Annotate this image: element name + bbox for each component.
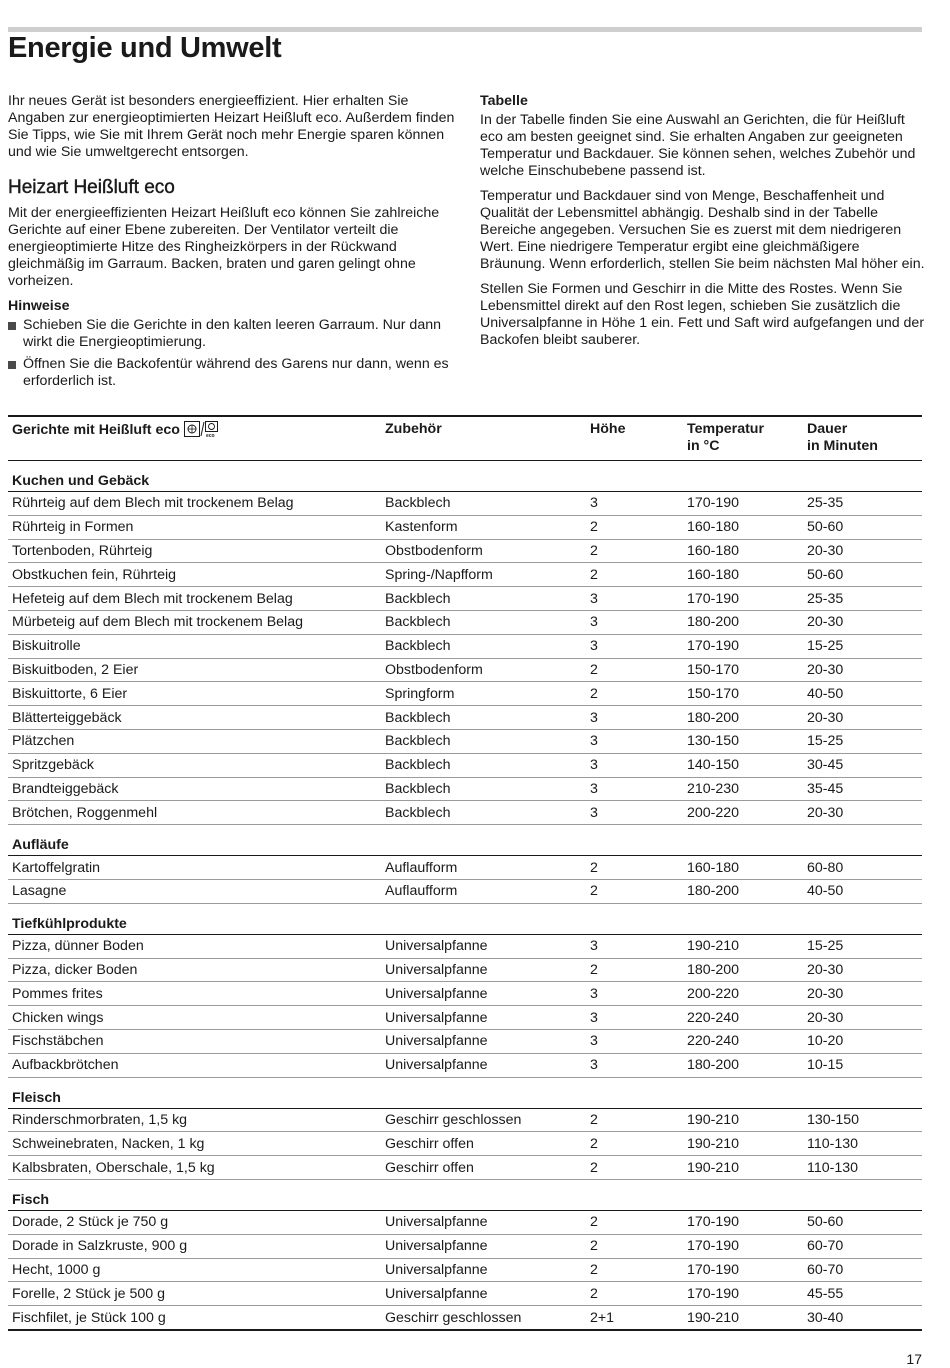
- cell-dish: Hecht, 1000 g: [8, 1258, 381, 1282]
- cell-duration: 30-40: [803, 1306, 922, 1330]
- cell-level: 3: [586, 982, 683, 1006]
- column-header-level: Höhe: [586, 416, 683, 461]
- cell-level: 2+1: [586, 1306, 683, 1330]
- cell-duration: 30-45: [803, 753, 922, 777]
- cell-temperature: 150-170: [683, 682, 803, 706]
- cell-level: 3: [586, 706, 683, 730]
- cell-accessory: Backblech: [381, 610, 586, 634]
- cell-temperature: 190-210: [683, 1108, 803, 1132]
- cell-level: 3: [586, 634, 683, 658]
- cell-dish: Spritzgebäck: [8, 753, 381, 777]
- cell-duration: 50-60: [803, 563, 922, 587]
- cell-accessory: Geschirr offen: [381, 1132, 586, 1156]
- table-row: [8, 1306, 922, 1330]
- table-row: [8, 879, 922, 903]
- svg-text:eco: eco: [205, 432, 215, 437]
- cell-temperature: 170-190: [683, 1258, 803, 1282]
- cell-level: 2: [586, 563, 683, 587]
- cell-temperature: 160-180: [683, 856, 803, 880]
- group-title: Kuchen und Gebäck: [8, 461, 922, 492]
- cell-duration: 15-25: [803, 934, 922, 958]
- cell-accessory: Kastenform: [381, 515, 586, 539]
- cell-temperature: 200-220: [683, 801, 803, 825]
- cell-duration: 110-130: [803, 1156, 922, 1180]
- cell-dish: Biskuitrolle: [8, 634, 381, 658]
- cell-dish: Dorade in Salzkruste, 900 g: [8, 1234, 381, 1258]
- cell-accessory: Universalpfanne: [381, 1029, 586, 1053]
- column-header-dish: Gerichte mit Heißluft eco eco: [8, 416, 381, 461]
- cell-duration: 20-30: [803, 539, 922, 563]
- cell-temperature: 150-170: [683, 658, 803, 682]
- table-header-row: [8, 416, 922, 461]
- table-row: [8, 539, 922, 563]
- cell-duration: 50-60: [803, 1210, 922, 1234]
- cell-level: 2: [586, 658, 683, 682]
- cell-duration: 15-25: [803, 729, 922, 753]
- table-row: [8, 1053, 922, 1077]
- cell-level: 2: [586, 682, 683, 706]
- cell-dish: Biskuittorte, 6 Eier: [8, 682, 381, 706]
- cell-dish: Forelle, 2 Stück je 500 g: [8, 1282, 381, 1306]
- cell-level: 3: [586, 801, 683, 825]
- cell-duration: 40-50: [803, 879, 922, 903]
- notes-list: [8, 317, 458, 390]
- section-paragraph: Mit der energieeffizienten Heizart Heißluft eco können Sie zahlreiche Gerichte auf einer Ebene zubereiten. Der Ventilator verteilt die energieoptimierte Hitze des Ringheizkörpers in der Rückwand gleichmäßig im Garraum. Backen, braten und garen gelingt ohne vorheizen.: [8, 205, 440, 289]
- cell-dish: Biskuitboden, 2 Eier: [8, 658, 381, 682]
- cell-dish: Brandteiggebäck: [8, 777, 381, 801]
- cell-dish: Schweinebraten, Nacken, 1 kg: [8, 1132, 381, 1156]
- table-row: [8, 1006, 922, 1030]
- cell-duration: 130-150: [803, 1108, 922, 1132]
- cell-accessory: Backblech: [381, 634, 586, 658]
- cell-duration: 60-80: [803, 856, 922, 880]
- note-item: Schieben Sie die Gerichte in den kalten leeren Garraum. Nur dann wirkt die Energieoptimierung.: [8, 317, 458, 351]
- group-header-row: [8, 825, 922, 856]
- cell-level: 2: [586, 1108, 683, 1132]
- cell-accessory: Geschirr geschlossen: [381, 1108, 586, 1132]
- cell-temperature: 170-190: [683, 492, 803, 516]
- cell-accessory: Universalpfanne: [381, 1234, 586, 1258]
- cell-duration: 15-25: [803, 634, 922, 658]
- cell-accessory: Universalpfanne: [381, 982, 586, 1006]
- notes-heading: Hinweise: [8, 298, 70, 314]
- cell-temperature: 170-190: [683, 1282, 803, 1306]
- cell-duration: 20-30: [803, 706, 922, 730]
- cell-accessory: Spring-/Napfform: [381, 563, 586, 587]
- cell-level: 3: [586, 777, 683, 801]
- cell-temperature: 190-210: [683, 1306, 803, 1330]
- cell-accessory: Backblech: [381, 777, 586, 801]
- cell-duration: 10-15: [803, 1053, 922, 1077]
- cell-temperature: 160-180: [683, 539, 803, 563]
- cell-dish: Chicken wings: [8, 1006, 381, 1030]
- table-row: [8, 1258, 922, 1282]
- table-body: [8, 461, 922, 1330]
- cell-dish: Tortenboden, Rührteig: [8, 539, 381, 563]
- table-row: [8, 801, 922, 825]
- cell-temperature: 160-180: [683, 515, 803, 539]
- column-header-duration: Dauer in Minuten: [803, 416, 922, 461]
- cell-level: 2: [586, 1282, 683, 1306]
- table-row: [8, 1282, 922, 1306]
- cell-dish: Kalbsbraten, Oberschale, 1,5 kg: [8, 1156, 381, 1180]
- cell-temperature: 180-200: [683, 706, 803, 730]
- cell-temperature: 180-200: [683, 958, 803, 982]
- table-heading: Tabelle: [480, 93, 528, 109]
- cell-level: 3: [586, 1053, 683, 1077]
- cell-level: 2: [586, 879, 683, 903]
- cell-dish: Mürbeteig auf dem Blech mit trockenem Belag: [8, 610, 381, 634]
- table-row: [8, 856, 922, 880]
- heissluft-eco-icon: [184, 421, 219, 437]
- cell-duration: 20-30: [803, 1006, 922, 1030]
- cell-duration: 50-60: [803, 515, 922, 539]
- cell-temperature: 190-210: [683, 1156, 803, 1180]
- table-row: [8, 682, 922, 706]
- table-row: [8, 1108, 922, 1132]
- cell-level: 3: [586, 492, 683, 516]
- cell-accessory: Universalpfanne: [381, 1006, 586, 1030]
- cell-duration: 35-45: [803, 777, 922, 801]
- table-row: [8, 706, 922, 730]
- cell-dish: Brötchen, Roggenmehl: [8, 801, 381, 825]
- table-row: [8, 658, 922, 682]
- table-paragraph: Stellen Sie Formen und Geschirr in die Mitte des Rostes. Wenn Sie Lebensmittel direkt auf den Rost legen, schieben Sie zusätzlich die Universalpfanne in Höhe 1 ein. Fett und Saft wird aufgefangen und der Backofen bleibt sauberer.: [480, 281, 925, 348]
- cell-duration: 25-35: [803, 492, 922, 516]
- table-row: [8, 753, 922, 777]
- cell-duration: 25-35: [803, 587, 922, 611]
- group-header-row: [8, 461, 922, 492]
- cell-temperature: 180-200: [683, 1053, 803, 1077]
- cell-dish: Rinderschmorbraten, 1,5 kg: [8, 1108, 381, 1132]
- cell-temperature: 210-230: [683, 777, 803, 801]
- cell-level: 3: [586, 1029, 683, 1053]
- cell-temperature: 220-240: [683, 1029, 803, 1053]
- cell-accessory: Universalpfanne: [381, 1258, 586, 1282]
- cell-dish: Lasagne: [8, 879, 381, 903]
- table-row: [8, 1132, 922, 1156]
- note-item: Öffnen Sie die Backofentür während des Garens nur dann, wenn es erforderlich ist.: [8, 356, 458, 390]
- cell-duration: 45-55: [803, 1282, 922, 1306]
- cell-temperature: 180-200: [683, 879, 803, 903]
- cell-dish: Blätterteiggebäck: [8, 706, 381, 730]
- cell-temperature: 190-210: [683, 1132, 803, 1156]
- table-row: [8, 982, 922, 1006]
- cell-accessory: Auflaufform: [381, 856, 586, 880]
- cell-temperature: 170-190: [683, 1210, 803, 1234]
- intro-paragraph: Ihr neues Gerät ist besonders energieeffizient. Hier erhalten Sie Angaben zur energieoptimierten Heizart Heißluft eco. Außerdem finden Sie Tipps, wie Sie mit Ihrem Gerät noch mehr Energie sparen können und wie Sie umweltgerecht entsorgen.: [8, 93, 455, 160]
- cell-temperature: 160-180: [683, 563, 803, 587]
- cell-level: 2: [586, 1132, 683, 1156]
- group-header-row: [8, 1077, 922, 1108]
- cell-temperature: 140-150: [683, 753, 803, 777]
- cell-temperature: 220-240: [683, 1006, 803, 1030]
- cell-dish: Dorade, 2 Stück je 750 g: [8, 1210, 381, 1234]
- table-row: [8, 563, 922, 587]
- table-row: [8, 610, 922, 634]
- cell-level: 2: [586, 539, 683, 563]
- cell-duration: 60-70: [803, 1258, 922, 1282]
- cell-duration: 40-50: [803, 682, 922, 706]
- cell-duration: 10-20: [803, 1029, 922, 1053]
- table-row: [8, 777, 922, 801]
- table-paragraph: Temperatur und Backdauer sind von Menge, Beschaffenheit und Qualität der Lebensmittel abhängig. Deshalb sind in der Tabelle Bereiche angegeben. Versuchen Sie es zuerst mit dem niedrigeren Wert. Eine niedrigere Temperatur ergibt eine gleichmäßigere Bräunung. Wenn erforderlich, stellen Sie beim nächsten Mal höher ein.: [480, 188, 925, 272]
- column-header-accessory: Zubehör: [381, 416, 586, 461]
- table-row: [8, 587, 922, 611]
- cell-temperature: 170-190: [683, 587, 803, 611]
- cell-dish: Hefeteig auf dem Blech mit trockenem Belag: [8, 587, 381, 611]
- cell-accessory: Obstbodenform: [381, 539, 586, 563]
- bullet-square-icon: [8, 361, 16, 369]
- cell-dish: Aufbackbrötchen: [8, 1053, 381, 1077]
- right-column: [480, 93, 925, 357]
- table-row: [8, 515, 922, 539]
- cell-level: 3: [586, 729, 683, 753]
- cell-accessory: Backblech: [381, 587, 586, 611]
- table-row: [8, 1156, 922, 1180]
- cell-dish: Rührteig in Formen: [8, 515, 381, 539]
- cell-accessory: Backblech: [381, 706, 586, 730]
- cell-dish: Obstkuchen fein, Rührteig: [8, 563, 381, 587]
- table-paragraph: In der Tabelle finden Sie eine Auswahl an Gerichten, die für Heißluft eco am besten geeignet sind. Sie erhalten Angaben zur geeigneten Temperatur und Backdauer. Sie können sehen, welches Zubehör und welche Einschubebene passend ist.: [480, 112, 916, 179]
- cell-level: 2: [586, 1210, 683, 1234]
- cell-accessory: Universalpfanne: [381, 958, 586, 982]
- section-heading: Heizart Heißluft eco: [8, 177, 175, 198]
- table-row: [8, 1210, 922, 1234]
- table-row: [8, 492, 922, 516]
- cell-level: 3: [586, 753, 683, 777]
- cell-dish: Fischstäbchen: [8, 1029, 381, 1053]
- cell-accessory: Obstbodenform: [381, 658, 586, 682]
- cell-level: 3: [586, 587, 683, 611]
- cell-dish: Kartoffelgratin: [8, 856, 381, 880]
- cell-dish: Fischfilet, je Stück 100 g: [8, 1306, 381, 1330]
- column-header-temperature: Temperatur in °C: [683, 416, 803, 461]
- cell-accessory: Universalpfanne: [381, 934, 586, 958]
- cell-temperature: 180-200: [683, 610, 803, 634]
- table-row: [8, 1029, 922, 1053]
- cell-accessory: Auflaufform: [381, 879, 586, 903]
- table-row: [8, 934, 922, 958]
- table-row: [8, 729, 922, 753]
- cell-dish: Rührteig auf dem Blech mit trockenem Belag: [8, 492, 381, 516]
- cell-temperature: 190-210: [683, 934, 803, 958]
- page-title: Energie und Umwelt: [8, 32, 282, 64]
- table-row: [8, 634, 922, 658]
- table-row: [8, 958, 922, 982]
- cell-accessory: Backblech: [381, 492, 586, 516]
- cell-level: 3: [586, 610, 683, 634]
- cell-temperature: 170-190: [683, 634, 803, 658]
- cell-level: 2: [586, 958, 683, 982]
- cell-dish: Pommes frites: [8, 982, 381, 1006]
- cell-duration: 20-30: [803, 801, 922, 825]
- cell-temperature: 200-220: [683, 982, 803, 1006]
- cell-duration: 20-30: [803, 658, 922, 682]
- group-title: Aufläufe: [8, 825, 922, 856]
- cell-duration: 20-30: [803, 610, 922, 634]
- left-column: [8, 93, 458, 395]
- cell-duration: 110-130: [803, 1132, 922, 1156]
- cell-level: 2: [586, 856, 683, 880]
- group-title: Fisch: [8, 1179, 922, 1210]
- cell-duration: 60-70: [803, 1234, 922, 1258]
- cell-level: 3: [586, 934, 683, 958]
- group-header-row: [8, 1179, 922, 1210]
- cell-level: 2: [586, 1156, 683, 1180]
- cooking-table: [8, 415, 922, 1331]
- cell-accessory: Geschirr offen: [381, 1156, 586, 1180]
- page-number: 17: [906, 1351, 922, 1367]
- table-row: [8, 1234, 922, 1258]
- cell-accessory: Backblech: [381, 753, 586, 777]
- cell-temperature: 170-190: [683, 1234, 803, 1258]
- cell-duration: 20-30: [803, 982, 922, 1006]
- cell-dish: Pizza, dicker Boden: [8, 958, 381, 982]
- cell-level: 2: [586, 1258, 683, 1282]
- group-title: Tiefkühlprodukte: [8, 903, 922, 934]
- cell-level: 2: [586, 515, 683, 539]
- cell-accessory: Springform: [381, 682, 586, 706]
- cell-accessory: Universalpfanne: [381, 1282, 586, 1306]
- cell-temperature: 130-150: [683, 729, 803, 753]
- cell-accessory: Backblech: [381, 801, 586, 825]
- cell-level: 3: [586, 1006, 683, 1030]
- cell-accessory: Backblech: [381, 729, 586, 753]
- cell-dish: Pizza, dünner Boden: [8, 934, 381, 958]
- bullet-square-icon: [8, 322, 16, 330]
- cell-level: 2: [586, 1234, 683, 1258]
- cell-dish: Plätzchen: [8, 729, 381, 753]
- group-title: Fleisch: [8, 1077, 922, 1108]
- cell-accessory: Universalpfanne: [381, 1053, 586, 1077]
- group-header-row: [8, 903, 922, 934]
- cell-accessory: Geschirr geschlossen: [381, 1306, 586, 1330]
- cell-accessory: Universalpfanne: [381, 1210, 586, 1234]
- cell-duration: 20-30: [803, 958, 922, 982]
